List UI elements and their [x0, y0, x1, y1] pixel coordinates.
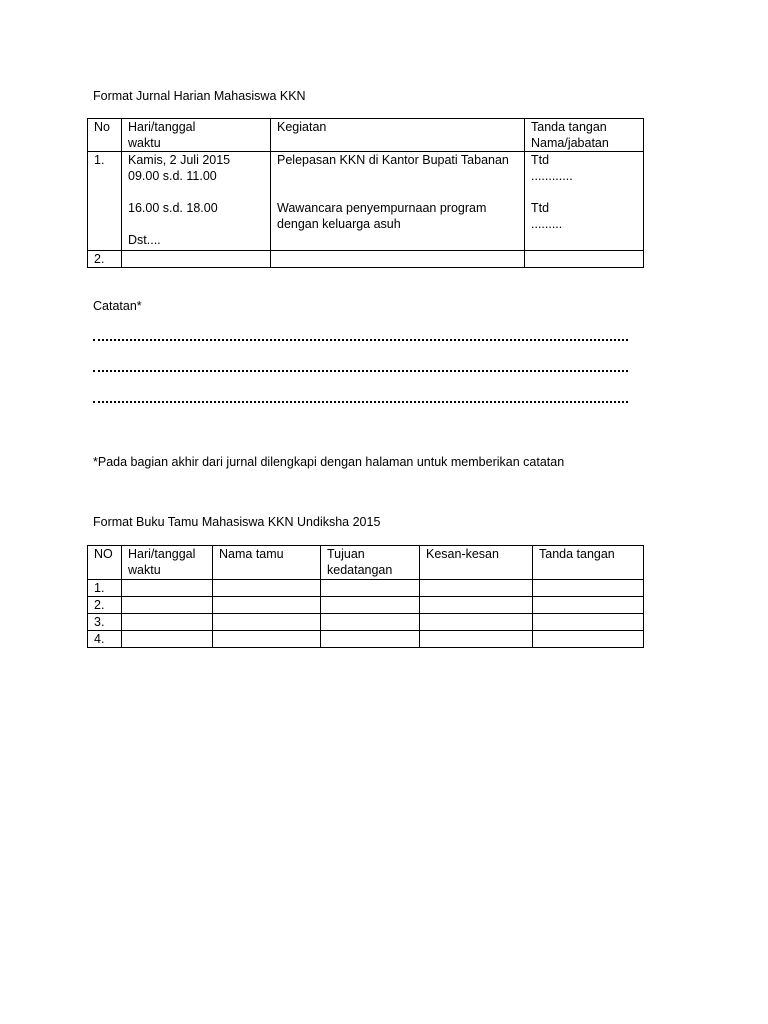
bt-header-nama-tamu: Nama tamu — [213, 546, 321, 580]
bt-header-no: NO — [88, 546, 122, 580]
bt-header-hari-tanggal: Hari/tanggal waktu — [122, 546, 213, 580]
row2-kegiatan — [271, 251, 525, 268]
row2-tanda-tangan — [525, 251, 644, 268]
bt-row-no: 2. — [88, 597, 122, 614]
catatan-footnote: *Pada bagian akhir dari jurnal dilengkapi dengan halaman untuk memberikan catatan — [93, 455, 565, 469]
row1-hari-tanggal: Kamis, 2 Juli 2015 09.00 s.d. 11.00 16.00 s.d. 18.00 Dst.... — [122, 152, 271, 251]
table-row — [88, 631, 644, 648]
bt-row-no: 1. — [88, 580, 122, 597]
catatan-line-2 — [93, 370, 628, 373]
header-kegiatan: Kegiatan — [271, 119, 525, 152]
row1-kegiatan: Pelepasan KKN di Kantor Bupati Tabanan Wawancara penyempurnaan program dengan keluarga asuh — [271, 152, 525, 251]
header-hari-tanggal: Hari/tanggal waktu — [122, 119, 271, 152]
row2-no: 2. — [88, 251, 122, 268]
row1-tanda-tangan: Ttd ............ Ttd ......... — [525, 152, 644, 251]
jurnal-table — [87, 118, 644, 268]
row1-no: 1. — [88, 152, 122, 251]
header-no: No — [88, 119, 122, 152]
catatan-line-1 — [93, 339, 628, 342]
row2-hari-tanggal — [122, 251, 271, 268]
bt-header-tujuan: Tujuan kedatangan — [321, 546, 420, 580]
buku-tamu-title: Format Buku Tamu Mahasiswa KKN Undiksha 2015 — [93, 515, 381, 529]
bt-header-kesan: Kesan-kesan — [420, 546, 533, 580]
jurnal-row-2 — [88, 251, 644, 268]
table-row — [88, 580, 644, 597]
header-tanda-tangan: Tanda tangan Nama/jabatan — [525, 119, 644, 152]
bt-row-no: 4. — [88, 631, 122, 648]
jurnal-row-1 — [88, 152, 644, 251]
table-row — [88, 597, 644, 614]
buku-tamu-header-row — [88, 546, 644, 580]
bt-row-no: 3. — [88, 614, 122, 631]
bt-header-tanda-tangan: Tanda tangan — [533, 546, 644, 580]
catatan-line-3 — [93, 401, 628, 404]
table-row — [88, 614, 644, 631]
jurnal-title: Format Jurnal Harian Mahasiswa KKN — [93, 89, 306, 103]
buku-tamu-table — [87, 545, 644, 648]
jurnal-header-row — [88, 119, 644, 152]
catatan-label: Catatan* — [93, 299, 142, 313]
